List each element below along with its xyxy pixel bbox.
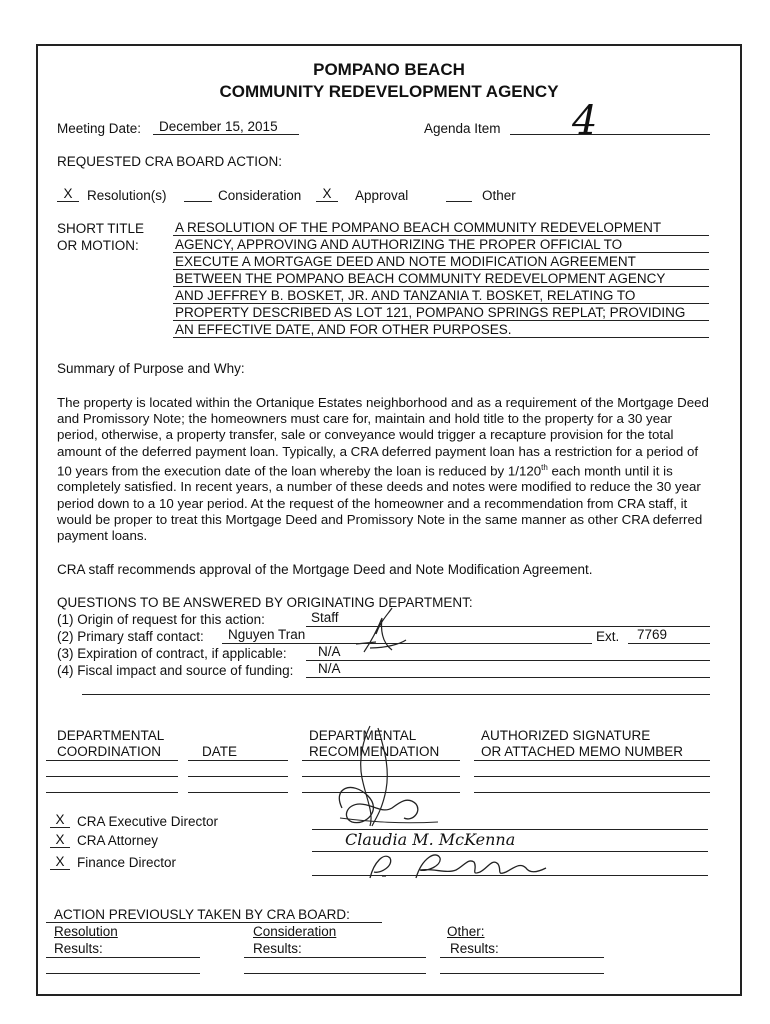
q4-label: (4) Fiscal impact and source of funding: [57, 663, 294, 678]
q2-ext-value: 7769 [637, 627, 668, 642]
short-title-label: SHORT TITLE [57, 221, 145, 236]
short-title-line: BETWEEN THE POMPANO BEACH COMMUNITY REDEVELOPMENT AGENCY [173, 270, 709, 287]
meeting-date-label: Meeting Date: [57, 121, 142, 136]
consideration-mark [184, 186, 212, 202]
finance-director-mark: X [50, 854, 70, 870]
staff-recommendation: CRA staff recommends approval of the Mortgage Deed and Note Modification Agreement. [57, 562, 593, 577]
short-title-line: A RESOLUTION OF THE POMPANO BEACH COMMUNITY REDEVELOPMENT [173, 219, 709, 236]
short-title-line: AGENCY, APPROVING AND AUTHORIZING THE PROPER OFFICIAL TO [173, 236, 709, 253]
previous-action-heading: ACTION PREVIOUSLY TAKEN BY CRA BOARD: [54, 907, 350, 922]
other-results-label: Results: [450, 941, 499, 956]
exec-director-mark: X [50, 812, 70, 828]
q3-value: N/A [318, 644, 341, 659]
q3-line [306, 660, 710, 661]
approval-option: Approval [355, 188, 409, 203]
consideration-option: Consideration [218, 188, 302, 203]
summary-heading: Summary of Purpose and Why: [57, 361, 245, 376]
coord-recommendation-header: DEPARTMENTAL [309, 728, 417, 743]
coord-authorized-header-2: OR ATTACHED MEMO NUMBER [481, 744, 684, 759]
resolution-option: Resolution(s) [87, 188, 167, 203]
org-name-line2: COMMUNITY REDEVELOPMENT AGENCY [219, 82, 559, 101]
attorney-mark: X [50, 832, 70, 848]
resolution-results-label: Results: [54, 941, 103, 956]
coord-col1-header-2: COORDINATION [57, 744, 161, 759]
executive-director-signature [312, 718, 442, 833]
q2-value: Nguyen Tran [228, 627, 306, 642]
exec-director-label: CRA Executive Director [77, 814, 219, 829]
resolution-mark: X [57, 186, 79, 202]
agenda-item-line [510, 134, 710, 135]
motion-label: OR MOTION: [57, 238, 139, 253]
agenda-item-label: Agenda Item [424, 121, 501, 136]
finance-director-label: Finance Director [77, 855, 177, 870]
q2-ext-line [628, 643, 710, 644]
other-mark [446, 186, 472, 202]
previous-resolution-label: Resolution [54, 924, 118, 939]
coord-date-header: DATE [202, 744, 238, 759]
other-option: Other [482, 188, 516, 203]
staff-initials-signature [336, 604, 416, 656]
attorney-label: CRA Attorney [77, 833, 159, 848]
short-title-line: AN EFFECTIVE DATE, AND FOR OTHER PURPOSES. [173, 321, 709, 338]
short-title-line: AND JEFFREY B. BOSKET, JR. AND TANZANIA T. BOSKET, RELATING TO [173, 287, 709, 304]
short-title-line: PROPERTY DESCRIBED AS LOT 121, POMPANO SPRINGS REPLAT; PROVIDING [173, 304, 709, 321]
q1-value: Staff [311, 610, 339, 625]
finance-director-signature [360, 848, 560, 884]
previous-other-label: Other: [447, 924, 485, 939]
consideration-results-label: Results: [253, 941, 302, 956]
meeting-date-value: December 15, 2015 [153, 119, 299, 135]
q2-ext-label: Ext. [596, 629, 620, 644]
coord-recommendation-header-2: RECOMMENDATION [309, 744, 440, 759]
q-extra-line [82, 694, 710, 695]
q3-label: (3) Expiration of contract, if applicable: [57, 646, 287, 661]
questions-heading: QUESTIONS TO BE ANSWERED BY ORIGINATING DEPARTMENT: [57, 595, 473, 610]
q1-label: (1) Origin of request for this action: [57, 612, 265, 627]
summary-paragraph: The property is located within the Ortanique Estates neighborhood and as a requirement of the Mortgage Deed and Promissory Note; the homeowners must care for, maintain and hold title to the property for a 30 year period, otherwise, a property transfer, sale or conveyance would trigger a recapture provision for the total amount of the deferred payment loan. Typically, a CRA deferred payment loan has a restriction for a period of 10 years from the execution date of the loan whereby the loan is reduced by 1/120th each month until it is completely satisfied. In recent years, a number of these deeds and notes were modified to reduce the 30 year period down to a 10 year period. At the request of the homeowner and a recommendation from CRA staff, it would be proper to treat this Mortgage Deed and Promissory Note in the same manner as other CRA deferred payment loans. [57, 395, 709, 544]
coord-col1-header: DEPARTMENTAL [57, 728, 165, 743]
attorney-name: Claudia M. McKenna [345, 830, 516, 849]
q2-label: (2) Primary staff contact: [57, 629, 204, 644]
requested-action-label: REQUESTED CRA BOARD ACTION: [57, 154, 283, 169]
org-name-line1: POMPANO BEACH [313, 60, 465, 79]
approval-mark: X [316, 186, 338, 202]
coord-authorized-header: AUTHORIZED SIGNATURE [481, 728, 651, 743]
q4-line [306, 677, 710, 678]
agenda-item-number: 4 [572, 98, 598, 144]
q4-value: N/A [318, 661, 341, 676]
short-title-line: EXECUTE A MORTGAGE DEED AND NOTE MODIFICATION AGREEMENT [173, 253, 709, 270]
previous-consideration-label: Consideration [253, 924, 337, 939]
